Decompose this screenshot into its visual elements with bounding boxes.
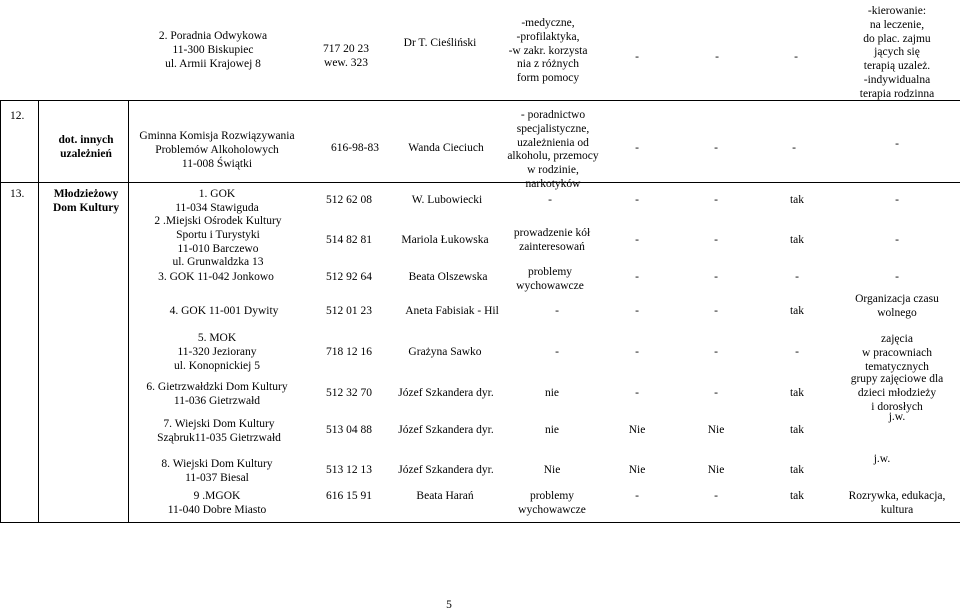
wdk2-notes: - [895, 234, 899, 246]
gok3-d2: - [714, 271, 718, 283]
gdk6-person: Józef Szkandera dyr. [398, 387, 494, 399]
wdk7-person: Józef Szkandera dyr. [398, 424, 494, 436]
row12-d1: - [635, 142, 639, 154]
mgok9-phone: 616 15 91 [326, 490, 372, 502]
gok1-scope: - [548, 194, 552, 206]
wdk2-phone: 514 82 81 [326, 234, 372, 246]
wdk7-unit: 7. Wiejski Dom Kultury Sząbruk11-035 Gietrzwałd [157, 418, 281, 444]
mgok9-notes: Rozrywka, edukacja, kultura [848, 490, 946, 516]
rule-num-col [38, 100, 39, 522]
gok3-scope: problemy wychowawcze [516, 266, 584, 292]
mok5-unit: 5. MOK 11-320 Jeziorany ul. Konopnickiej 5 [174, 332, 260, 372]
row12-d2: - [714, 142, 718, 154]
gok1-unit: 1. GOK 11-034 Stawiguda [175, 188, 259, 214]
gdk6-notes: grupy zajęciowe dla dzieci młodzieży i dorosłych [850, 373, 944, 413]
row12-unit: Gminna Komisja Rozwiązywania Problemów Alkoholowych 11-008 Świątki [139, 130, 295, 170]
wdk7-d2: Nie [707, 424, 725, 436]
rule-row12-bottom [0, 182, 960, 183]
gok4-d2: - [714, 305, 718, 317]
top-person: Dr T. Cieśliński [403, 37, 477, 49]
wdk7-d3: tak [789, 424, 805, 436]
top-d3: - [794, 51, 798, 63]
wdk8-notes: j.w. [873, 453, 891, 465]
wdk2-d1: - [635, 234, 639, 246]
gdk6-scope: nie [544, 387, 560, 399]
mgok9-d3: tak [789, 490, 805, 502]
gdk6-d3: tak [789, 387, 805, 399]
row13-category: Młodzieżowy Dom Kultury [52, 188, 120, 214]
gok4-unit: 4. GOK 11-001 Dywity [169, 305, 279, 317]
mok5-d2: - [714, 346, 718, 358]
gok3-d3: - [795, 271, 799, 283]
mok5-notes: zajęcia w pracowniach tematycznych [862, 333, 932, 373]
top-unit: 2. Poradnia Odwykowa 11-300 Biskupiec ul. Armii Krajowej 8 [158, 30, 268, 70]
top-d1: - [635, 51, 639, 63]
row12-scope: - poradnictwo specjalistyczne, uzależnienia od alkoholu, przemocy w rodzinie, narkotyków [507, 109, 599, 190]
row13-number: 13. [10, 188, 25, 200]
top-d2: - [715, 51, 719, 63]
wdk8-person: Józef Szkandera dyr. [398, 464, 494, 476]
gdk6-d1: - [635, 387, 639, 399]
rule-left-margin [0, 100, 1, 522]
row12-phone: 616-98-83 [331, 142, 379, 154]
top-notes: -kierowanie: na leczenie, do plac. zajmu jących się terapią uzależ. -indywidualna terapia rodzinna [859, 5, 935, 100]
gdk6-unit: 6. Gietrzwałdzki Dom Kultury 11-036 Gietrzwałd [146, 381, 288, 407]
mgok9-scope: problemy wychowawcze [518, 490, 586, 516]
wdk2-d2: - [714, 234, 718, 246]
wdk7-notes: j.w. [888, 411, 906, 423]
mgok9-d1: - [635, 490, 639, 502]
wdk2-d3: tak [789, 234, 805, 246]
wdk8-d1: Nie [628, 464, 646, 476]
gok1-person: W. Lubowiecki [411, 194, 483, 206]
gok3-unit: 3. GOK 11-042 Jonkowo [158, 271, 274, 283]
wdk2-scope: prowadzenie kół zainteresowań [513, 227, 591, 253]
wdk8-d3: tak [789, 464, 805, 476]
mok5-d3: - [795, 346, 799, 358]
wdk8-d2: Nie [707, 464, 725, 476]
page-number: 5 [446, 599, 452, 611]
gok4-phone: 512 01 23 [326, 305, 372, 317]
row12-number: 12. [10, 110, 25, 122]
top-phone: 717 20 23 wew. 323 [323, 43, 369, 69]
wdk7-phone: 513 04 88 [326, 424, 372, 436]
mgok9-d2: - [714, 490, 718, 502]
gok3-d1: - [635, 271, 639, 283]
wdk2-person: Mariola Łukowska [401, 234, 489, 246]
gok3-person: Beata Olszewska [408, 271, 488, 283]
wdk8-unit: 8. Wiejski Dom Kultury 11-037 Biesal [161, 458, 273, 484]
wdk7-scope: nie [544, 424, 560, 436]
gok4-d3: tak [789, 305, 805, 317]
gdk6-phone: 512 32 70 [326, 387, 372, 399]
gok4-scope: - [555, 305, 559, 317]
top-scope: -medyczne, -profilaktyka, -w zakr. korzysta nia z różnych form pomocy [508, 17, 588, 85]
mok5-d1: - [635, 346, 639, 358]
row12-category: dot. innych uzależnień [58, 134, 114, 160]
gok4-person: Aneta Fabisiak - Hil [405, 305, 499, 317]
wdk7-d1: Nie [628, 424, 646, 436]
mgok9-person: Beata Harań [416, 490, 474, 502]
row12-person: Wanda Cieciuch [408, 142, 484, 154]
gok1-d3: tak [789, 194, 805, 206]
row12-notes: - [895, 138, 899, 150]
rule-category-col [128, 100, 129, 522]
mok5-phone: 718 12 16 [326, 346, 372, 358]
mok5-person: Grażyna Sawko [408, 346, 482, 358]
mgok9-unit: 9 .MGOK 11-040 Dobre Miasto [167, 490, 267, 516]
wdk8-scope: Nie [543, 464, 561, 476]
rule-table-bottom [0, 522, 960, 523]
row12-d3: - [792, 142, 796, 154]
gok4-notes: Organizacja czasu wolnego [855, 293, 939, 319]
gok3-notes: - [895, 271, 899, 283]
gok1-notes: - [895, 194, 899, 206]
gok4-d1: - [635, 305, 639, 317]
gok1-phone: 512 62 08 [326, 194, 372, 206]
wdk8-phone: 513 12 13 [326, 464, 372, 476]
gok1-d2: - [714, 194, 718, 206]
wdk2-unit: 2 .Miejski Ośrodek Kultury Sportu i Turystyki 11-010 Barczewo ul. Grunwaldzka 13 [154, 215, 282, 269]
gok3-phone: 512 92 64 [326, 271, 372, 283]
rule-top-bottom [0, 100, 960, 101]
gdk6-d2: - [714, 387, 718, 399]
mok5-scope: - [555, 346, 559, 358]
gok1-d1: - [635, 194, 639, 206]
